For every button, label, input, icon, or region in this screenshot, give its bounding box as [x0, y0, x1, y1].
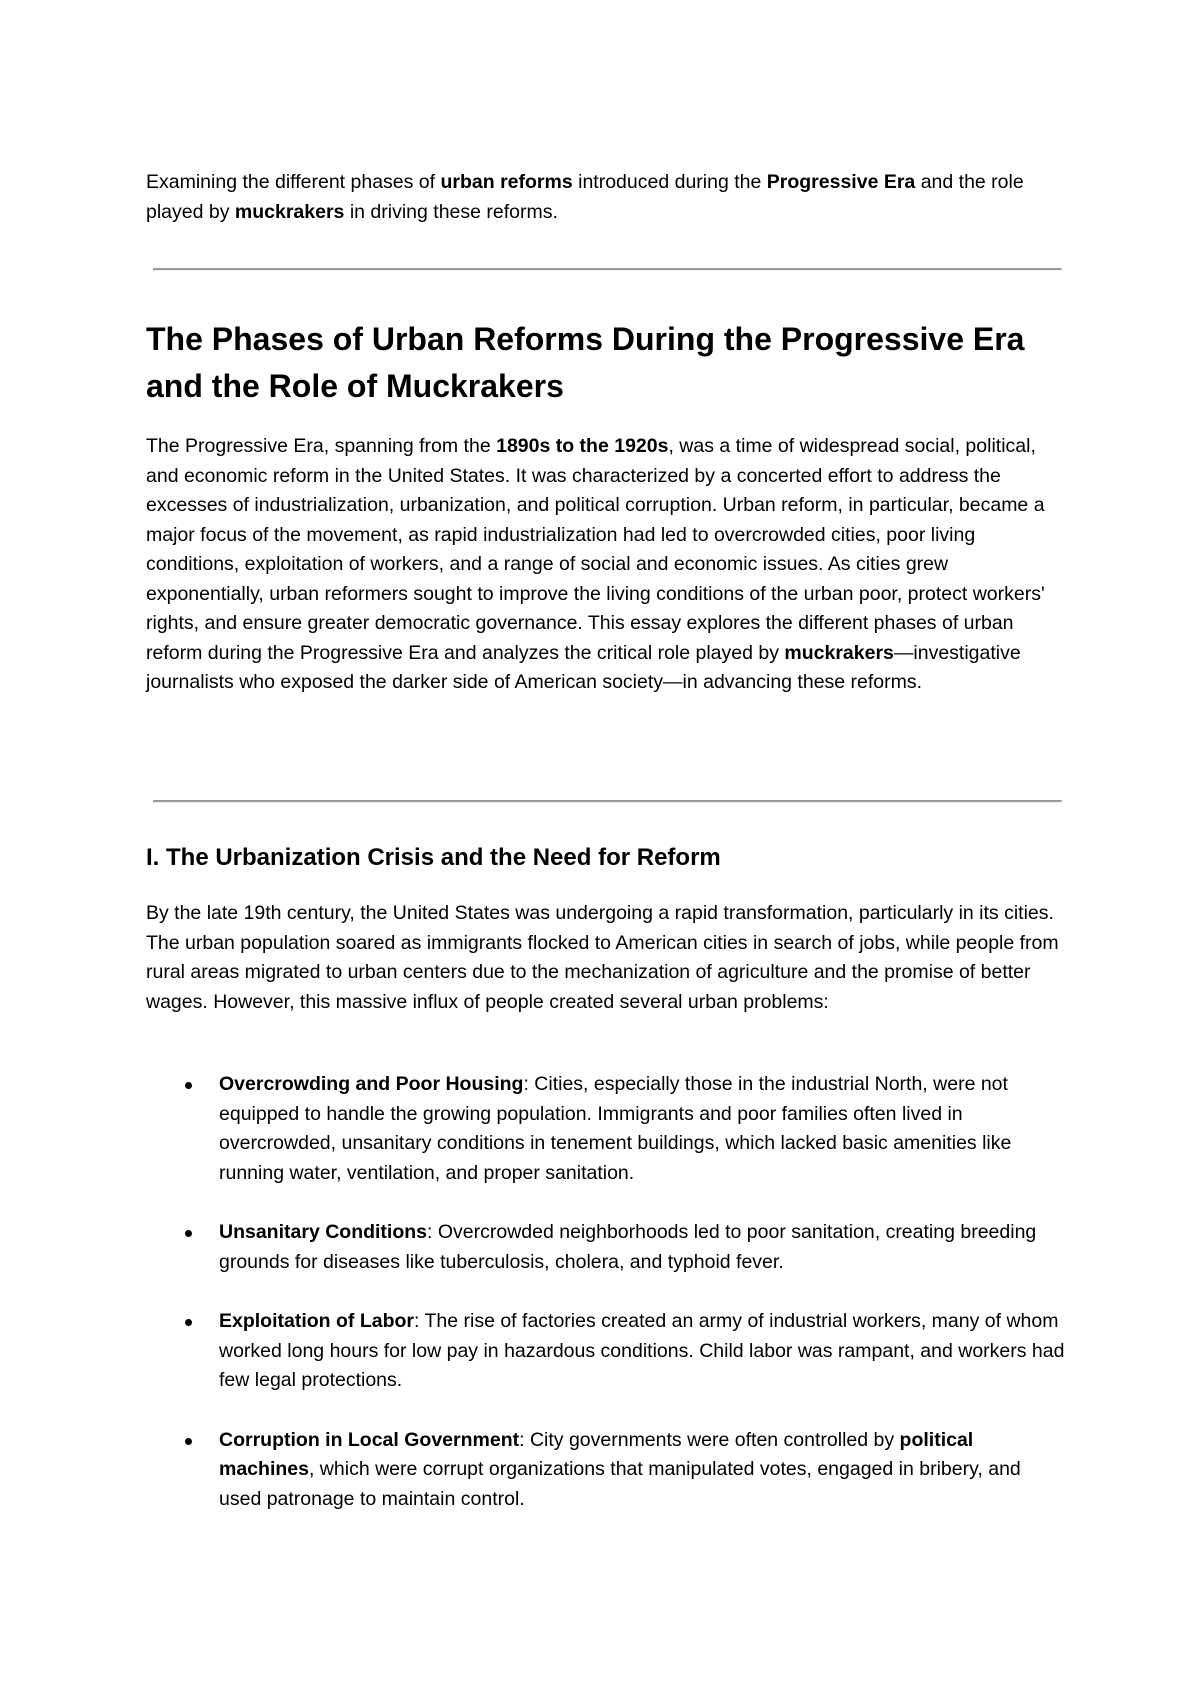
- list-item: [146, 1426, 1066, 1515]
- paragraph-text: , was a time of widespread social, political, and economic reform in the United States. It was characterized by a concerted effort to address the excesses of industrialization, urbanization, and political corruption. Urban reform, in particular, became a major focus of the movement, as rapid industrialization had led to overcrowded cities, poor living conditions, exploitation of workers, and a range of social and economic issues. As cities grew exponentially, urban reformers sought to improve the living conditions of the urban poor, protect workers' rights, and ensure greater democratic governance. This essay explores the different phases of urban reform during the Progressive Era and analyzes the critical role played by: [146, 435, 1045, 664]
- list-item-text: : The rise of factories created an army of industrial workers, many of whom worked long hours for low pay in hazardous conditions. Child labor was rampant, and workers had few legal protections.: [219, 1310, 1065, 1391]
- intro-bold-urban-reforms: urban reforms: [440, 171, 573, 193]
- intro-text: introduced during the: [572, 171, 767, 193]
- list-item-text: , which were corrupt organizations that manipulated votes, engaged in bribery, and used patronage to maintain control.: [219, 1458, 1021, 1510]
- bullet-icon: [185, 1230, 192, 1237]
- horizontal-divider: [153, 800, 1062, 803]
- list-item-text: : Cities, especially those in the industrial North, were not equipped to handle the growing population. Immigrants and poor families often lived in overcrowded, unsanitary conditions in tenement buildings, which lacked basic amenities like running water, ventilation, and proper sanitation.: [219, 1073, 1012, 1184]
- list-item-term: Unsanitary Conditions: [219, 1221, 428, 1243]
- list-item: [146, 1307, 1066, 1396]
- horizontal-divider: [153, 268, 1062, 271]
- list-item-term: political machines: [219, 1428, 974, 1480]
- intro-bold-progressive-era: Progressive Era: [766, 171, 916, 193]
- intro-body-paragraph: [146, 432, 1066, 698]
- paragraph-text: —investigative journalists who exposed the darker side of American society—in advancing these reforms.: [146, 641, 1021, 693]
- section-paragraph: By the late 19th century, the United States was undergoing a rapid transformation, particularly in its cities. The urban population soared as immigrants flocked to American cities in search of jobs, while people from rural areas migrated to urban centers due to the mechanization of agriculture and the promise of better wages. However, this massive influx of people created several urban problems:: [146, 902, 1059, 1013]
- intro-text: Examining the different phases of: [146, 171, 441, 193]
- intro-text: in driving these reforms.: [344, 201, 558, 223]
- intro-text: and the role played by: [146, 171, 1024, 223]
- list-item: [146, 1218, 1066, 1277]
- list-item-text: : Overcrowded neighborhoods led to poor sanitation, creating breeding grounds for diseases like tuberculosis, cholera, and typhoid fever.: [219, 1221, 1037, 1273]
- bold-muckrakers: muckrakers: [784, 641, 894, 664]
- paragraph-text: The Progressive Era, spanning from the: [146, 435, 497, 457]
- list-item-text: : City governments were often controlled by: [519, 1428, 900, 1451]
- list-item: [146, 1070, 1066, 1188]
- intro-paragraph: [146, 167, 1066, 227]
- list-item-term: Corruption in Local Government: [219, 1428, 520, 1451]
- bullet-icon: [185, 1319, 192, 1326]
- document-title: The Phases of Urban Reforms During the Progressive Era and the Role of Muckrakers: [146, 321, 1025, 404]
- bullet-icon: [185, 1082, 192, 1089]
- intro-bold-muckrakers: muckrakers: [234, 201, 345, 223]
- list-item-term: Exploitation of Labor: [219, 1310, 414, 1332]
- bold-date-range: 1890s to the 1920s: [496, 435, 669, 457]
- problems-list: [146, 1070, 1066, 1544]
- list-item-term: Overcrowding and Poor Housing: [219, 1073, 524, 1095]
- bullet-icon: [185, 1438, 192, 1445]
- section-heading: I. The Urbanization Crisis and the Need for Reform: [146, 844, 721, 871]
